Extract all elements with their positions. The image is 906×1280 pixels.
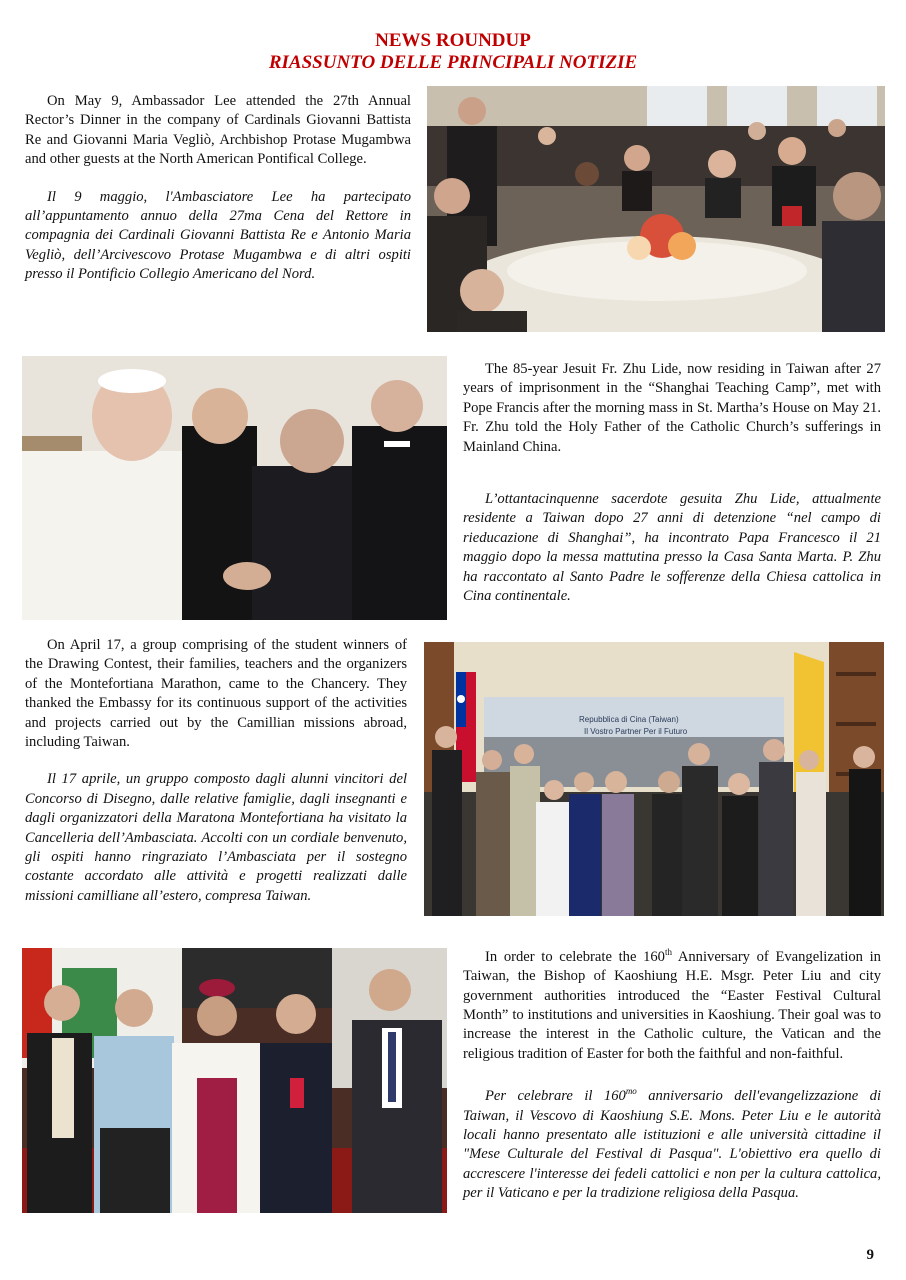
- article-4-it-sup: mo: [625, 1086, 637, 1097]
- photo-pope-francis: [22, 356, 447, 620]
- article-1-en: On May 9, Ambassador Lee attended the 27th Annual Rector’s Dinner in the company of Cardinals Giovanni Battista Re and Giovanni Maria Vegliò, Archbishop Protase Mugambwa and other guests at the North American Pontifical College.: [25, 93, 411, 168]
- article-4-it-before: Per celebrare il 160: [485, 1088, 626, 1105]
- article-4-it-after: anniversario dell'evangelizzazione di Taiwan, il Vescovo di Kaoshiung S.E. Mons. Peter Liu e le autorità locali hanno presentato alle istituzioni e alle università cittadine il "Mese Culturale del Festival di Pasqua". L'obiettivo era quello di accrescere l'interesse dei fedeli cattolici e non per la cultura cattolica, per il Vaticano e per la tradizione religiosa della Pasqua.: [463, 1088, 881, 1202]
- article-4-en: [463, 943, 881, 1064]
- page-number: 9: [866, 1247, 874, 1263]
- article-4: [463, 943, 881, 1204]
- page-header: [0, 30, 906, 74]
- banner-line-2: Il Vostro Partner Per il Futuro: [584, 727, 688, 736]
- article-4-en-sup: th: [664, 947, 672, 957]
- article-3: [25, 636, 407, 906]
- article-1: [25, 92, 411, 285]
- article-2: [463, 360, 881, 606]
- header-title-it: RIASSUNTO DELLE PRINCIPALI NOTIZIE: [268, 52, 638, 73]
- article-4-it: [463, 1082, 881, 1203]
- article-4-en-after: Anniversary of Evangelization in Taiwan, the Bishop of Kaoshiung H.E. Msgr. Peter Liu and city government authorities introduced the “Easter Festival Cultural Month” to institutions and universities in Kaoshiung. Their goal was to increase the interest in the Catholic culture, the Vatican and the religious tradition of Easter for both the faithful and non-faithful.: [463, 948, 881, 1062]
- article-1-it: Il 9 maggio, l'Ambasciatore Lee ha partecipato all’appuntamento annuo della 27ma Cena del Rettore in compagnia dei Cardinali Giovanni Battista Re e Antonio Maria Vegliò, dell’Arcivescovo Protase Mugambwa e di altri ospiti presso il Pontificio Collegio Americano del Nord.: [25, 188, 411, 283]
- article-4-en-before: In order to celebrate the 160: [485, 948, 665, 965]
- photo-chancery-group: [424, 642, 884, 916]
- article-3-it: Il 17 aprile, un gruppo composto dagli alunni vincitori del Concorso di Disegno, dalle relative famiglie, dagli insegnanti e dagli organizzatori della Maratona Montefortiana ha visitato la Cancelleria dell’Ambasciata. Accolti con un cordiale benvenuto, gli ospiti hanno ringraziato l’Ambasciata per il sostegno costante accordato alle attività e progetti realizzati dalle missioni camilliane all’estero, compresa Taiwan.: [25, 771, 407, 904]
- banner-line-1: Repubblica di Cina (Taiwan): [579, 715, 679, 724]
- photo-rectors-dinner: [427, 86, 885, 332]
- header-title-en: NEWS ROUNDUP: [375, 30, 531, 51]
- article-2-it: L’ottantacinquenne sacerdote gesuita Zhu Lide, attualmente residente a Taiwan dopo 27 anni di detenzione “nel campo di rieducazione di Shanghai”, ha incontrato Papa Francesco il 21 maggio dopo la messa mattutina presso la Casa Santa Marta. P. Zhu ha raccontato al Santo Padre le sofferenze della Chiesa cattolica in Cina continentale.: [463, 491, 881, 605]
- photo-kaohsiung-group: [22, 948, 447, 1213]
- article-3-en: On April 17, a group comprising of the student winners of the Drawing Contest, their families, teachers and the organizers of the Montefortiana Marathon, came to the Chancery. They thanked the Embassy for its continuous support of the activities and projects carried out by the Camillian missions abroad, including Taiwan.: [25, 637, 407, 751]
- article-2-en: The 85-year Jesuit Fr. Zhu Lide, now residing in Taiwan after 27 years of imprisonment in the “Shanghai Teaching Camp”, met with Pope Francis after the morning mass in St. Martha’s House on May 21. Fr. Zhu told the Holy Father of the Catholic Church’s sufferings in Mainland China.: [463, 361, 881, 455]
